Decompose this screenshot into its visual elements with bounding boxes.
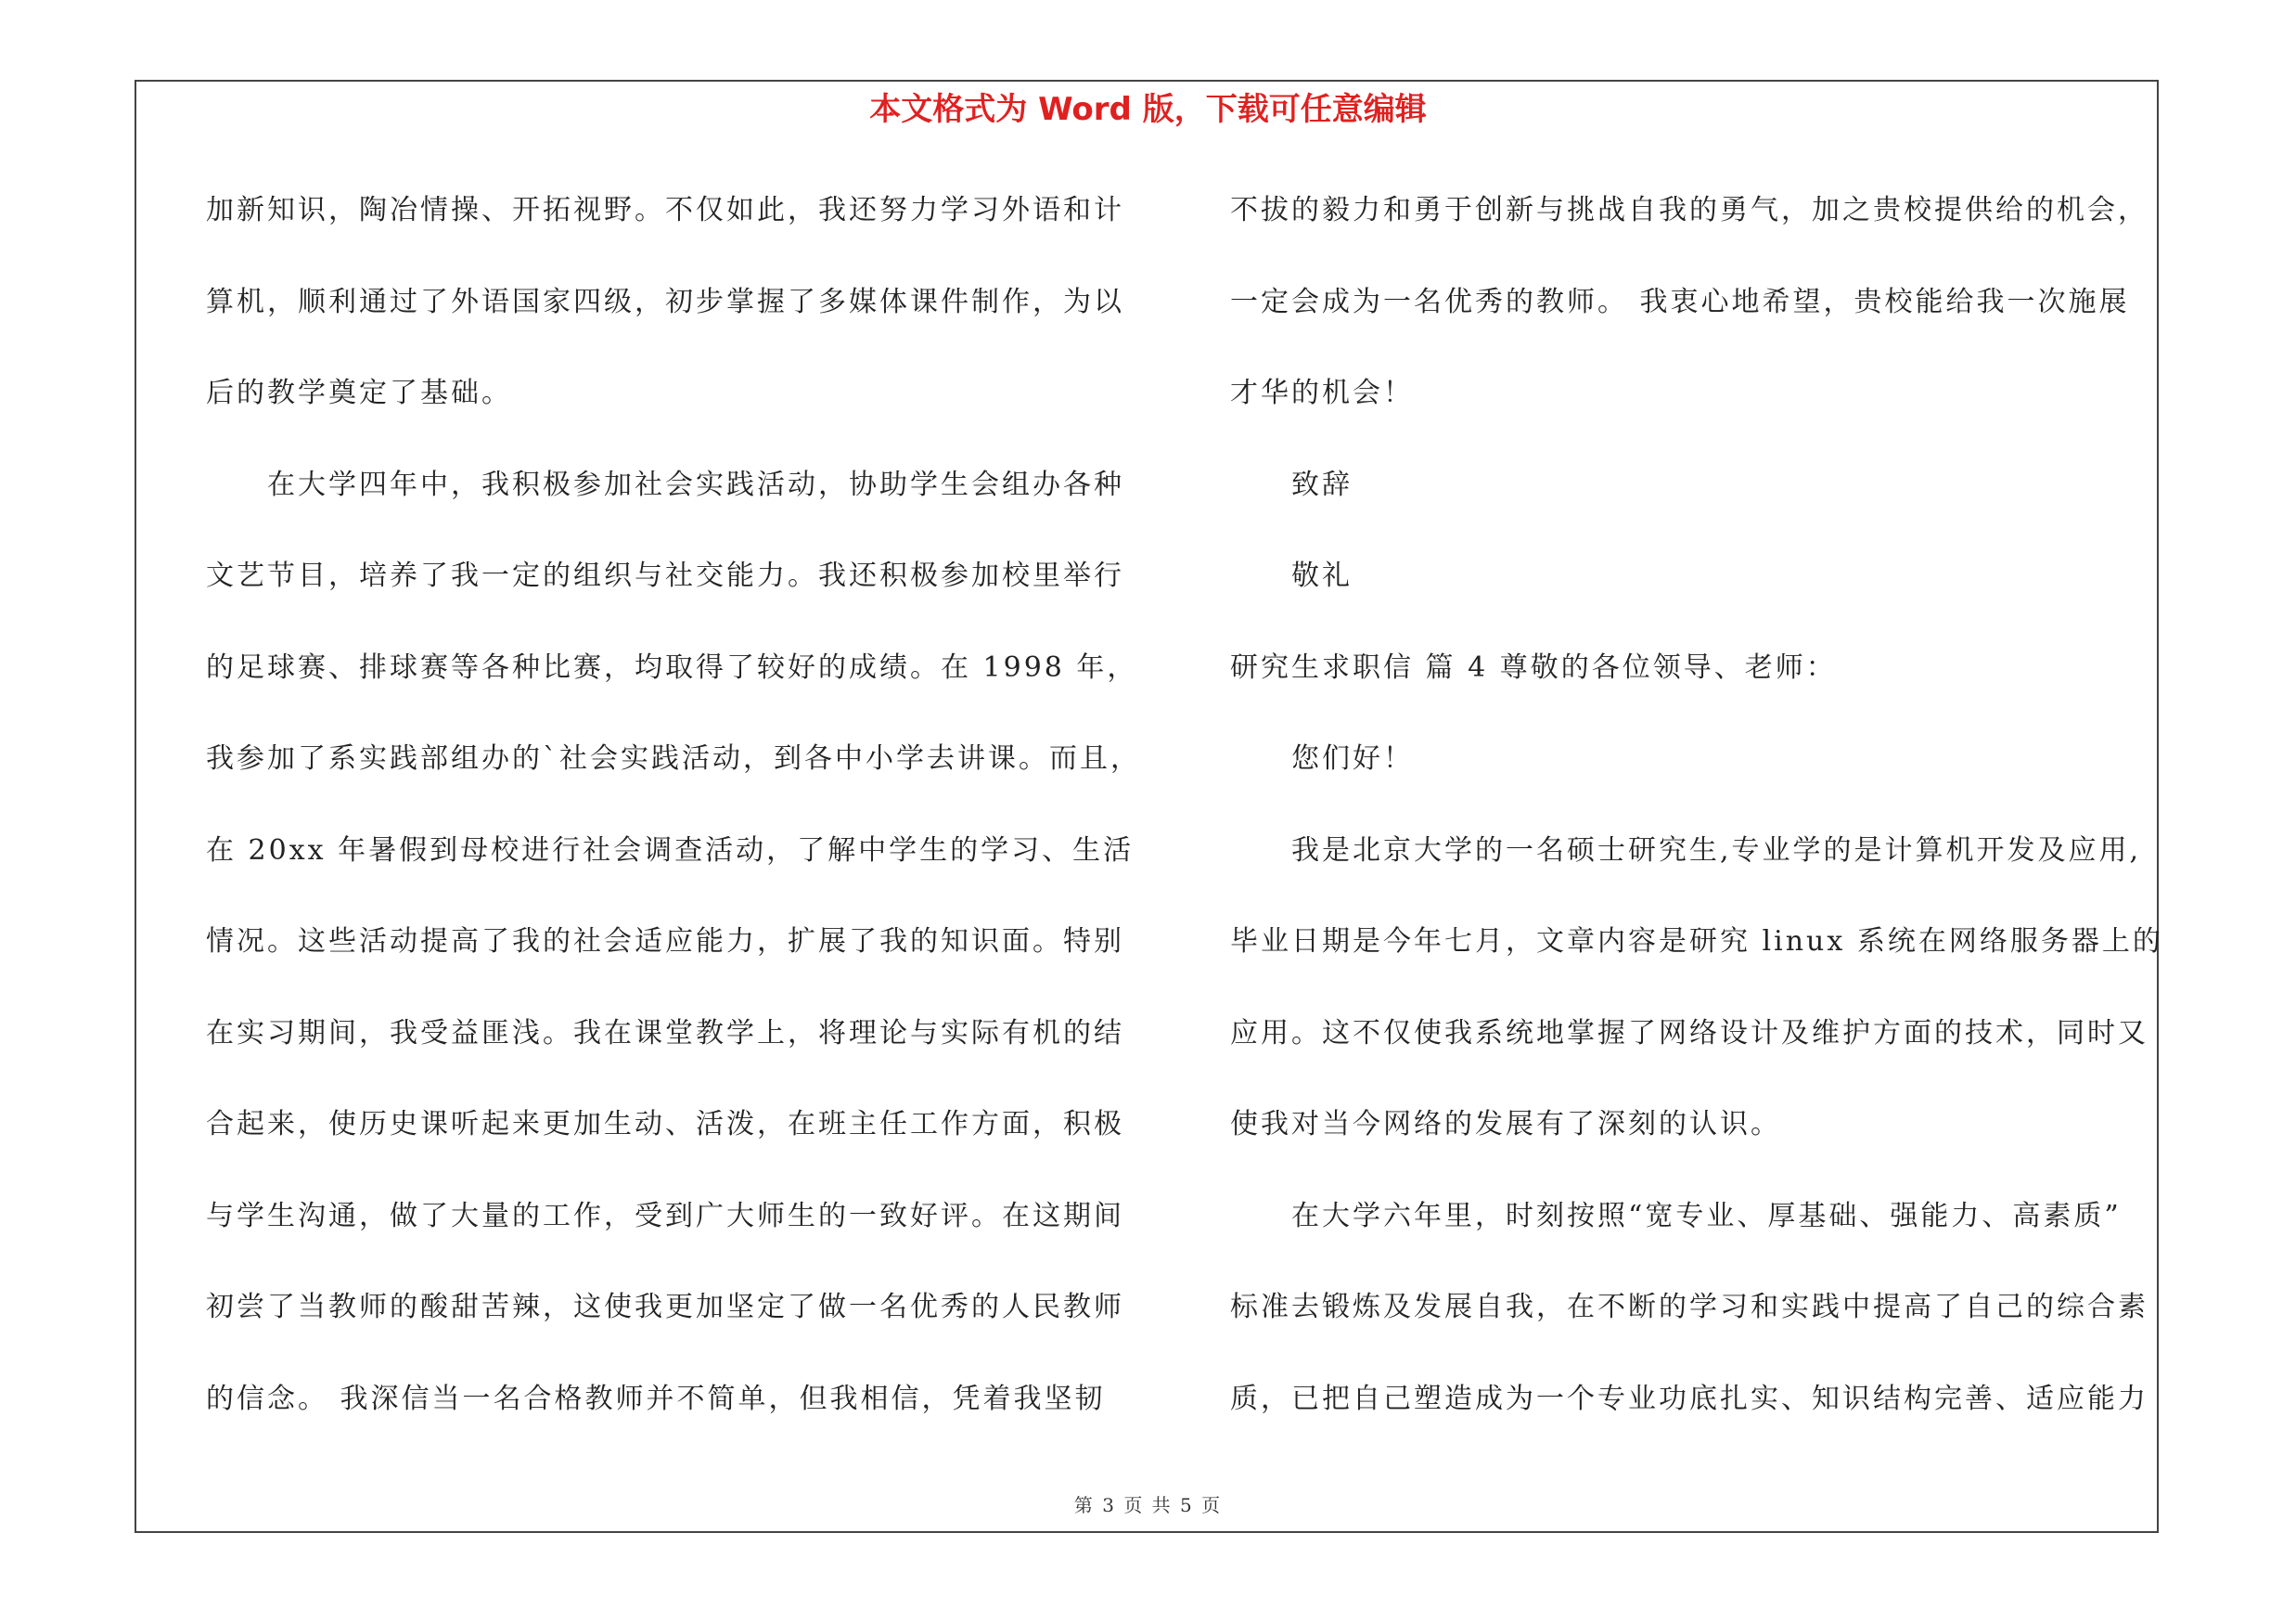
format-banner: 本文格式为 Word 版，下载可任意编辑	[869, 91, 1427, 128]
text-line: 致辞	[1291, 468, 1353, 501]
text-line: 一定会成为一名优秀的教师。 我衷心地希望，贵校能给我一次施展	[1230, 285, 2130, 318]
text-line: 使我对当今网络的发展有了深刻的认识。	[1230, 1108, 1781, 1140]
text-line: 的足球赛、排球赛等各种比赛，均取得了较好的成绩。在 1998 年，	[206, 650, 1138, 684]
text-line: 不拔的毅力和勇于创新与挑战自我的勇气，加之贵校提供给的机会，	[1230, 194, 2148, 226]
text-line: 与学生沟通，做了大量的工作，受到广大师生的一致好评。在这期间	[206, 1199, 1124, 1232]
text-line: 的信念。 我深信当一名合格教师并不简单，但我相信，凭着我坚韧	[206, 1382, 1106, 1415]
text-line: 初尝了当教师的酸甜苦辣，这使我更加坚定了做一名优秀的人民教师	[206, 1291, 1124, 1323]
right-column	[1230, 182, 2186, 1462]
text-line: 才华的机会！	[1230, 377, 1414, 409]
text-line: 加新知识，陶冶情操、开拓视野。不仅如此，我还努力学习外语和计	[206, 194, 1124, 226]
text-line: 毕业日期是今年七月，文章内容是研究 linux 系统在网络服务器上的	[1230, 925, 2163, 958]
page-number: 第 3 页 共 5 页	[1073, 1494, 1223, 1516]
text-line: 情况。这些活动提高了我的社会适应能力，扩展了我的知识面。特别	[206, 925, 1124, 958]
text-line: 您们好！	[1291, 742, 1414, 775]
text-line: 质，已把自己塑造成为一个专业功底扎实、知识结构完善、适应能力	[1230, 1382, 2148, 1415]
text-line: 合起来，使历史课听起来更加生动、活泼，在班主任工作方面，积极	[206, 1108, 1124, 1140]
text-line: 在大学六年里，时刻按照“宽专业、厚基础、强能力、高素质”	[1291, 1199, 2122, 1232]
text-line: 应用。这不仅使我系统地掌握了网络设计及维护方面的技术，同时又	[1230, 1016, 2148, 1050]
text-line: 文艺节目，培养了我一定的组织与社交能力。我还积极参加校里举行	[206, 560, 1124, 592]
text-line: 在实习期间，我受益匪浅。我在课堂教学上，将理论与实际有机的结	[206, 1016, 1124, 1050]
text-line: 在大学四年中，我积极参加社会实践活动，协助学生会组办各种	[267, 468, 1124, 501]
text-line: 算机，顺利通过了外语国家四级，初步掌握了多媒体课件制作，为以	[206, 285, 1124, 318]
left-column	[206, 182, 1161, 1462]
text-line: 后的教学奠定了基础。	[206, 377, 512, 409]
text-line: 在 20xx 年暑假到母校进行社会调查活动，了解中学生的学习、生活	[206, 833, 1135, 867]
text-line: 研究生求职信 篇 4 尊敬的各位领导、老师：	[1230, 650, 1837, 684]
text-line: 我是北京大学的一名硕士研究生,专业学的是计算机开发及应用,	[1291, 833, 2142, 867]
text-line: 标准去锻炼及发展自我，在不断的学习和实践中提高了自己的综合素	[1230, 1291, 2148, 1323]
text-line: 敬礼	[1291, 560, 1353, 592]
text-line: 我参加了系实践部组办的`社会实践活动，到各中小学去讲课。而且，	[206, 742, 1141, 775]
